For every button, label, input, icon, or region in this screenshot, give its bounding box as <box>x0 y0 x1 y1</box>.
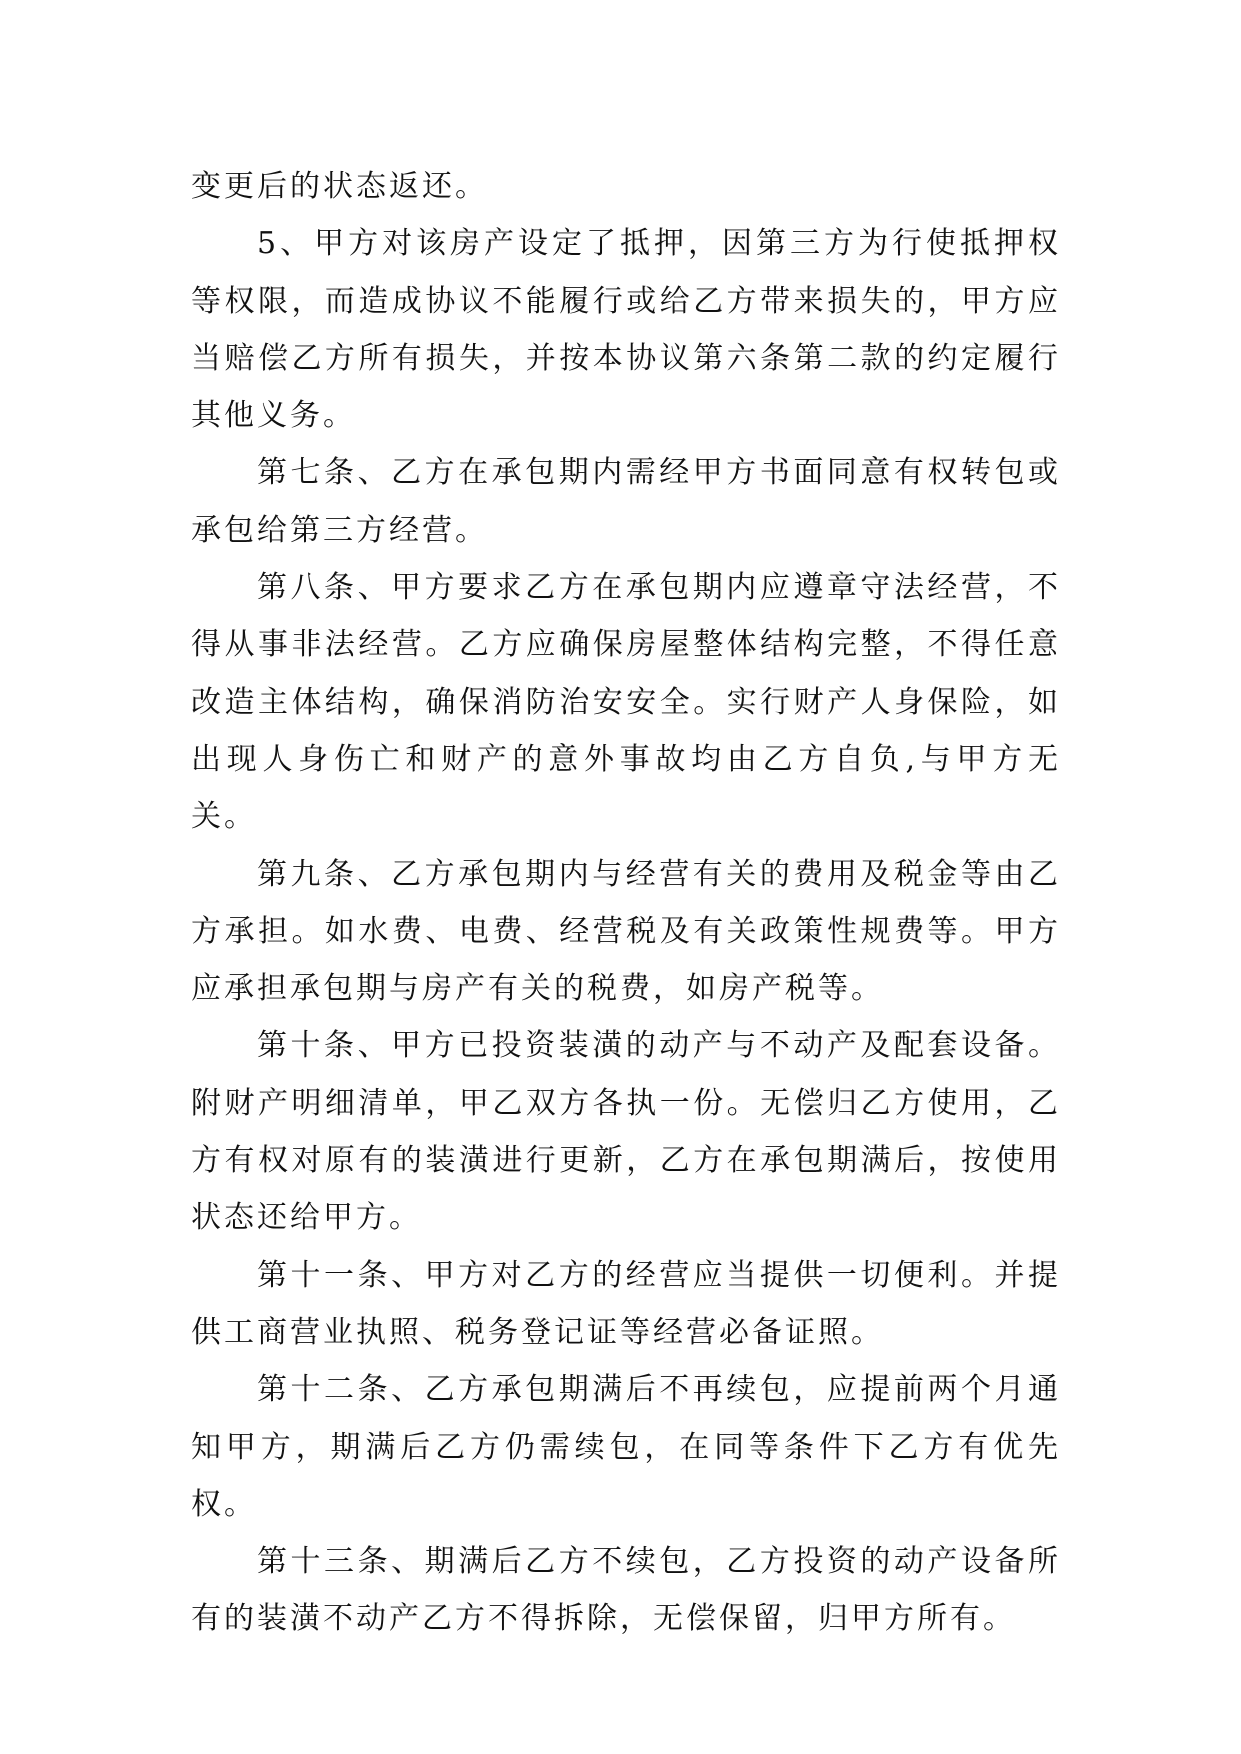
document-body <box>191 158 1061 1648</box>
paragraph-clause-6-5: 5、甲方对该房产设定了抵押，因第三方为行使抵押权等权限，而造成协议不能履行或给乙方带来损失的，甲方应当赔偿乙方所有损失，并按本协议第六条第二款的约定履行其他义务。 <box>191 226 1061 434</box>
paragraph-article-13: 第十三条、期满后乙方不续包，乙方投资的动产设备所有的装潢不动产乙方不得拆除，无偿保留，归甲方所有。 <box>191 1544 1061 1637</box>
paragraph-article-11: 第十一条、甲方对乙方的经营应当提供一切便利。并提供工商营业执照、税务登记证等经营必备证照。 <box>191 1257 1061 1350</box>
paragraph-article-9: 第九条、乙方承包期内与经营有关的费用及税金等由乙方承担。如水费、电费、经营税及有关政策性规费等。甲方应承担承包期与房产有关的税费，如房产税等。 <box>191 856 1061 1007</box>
paragraph-article-8: 第八条、甲方要求乙方在承包期内应遵章守法经营，不得从事非法经营。乙方应确保房屋整体结构完整，不得任意改造主体结构，确保消防治安安全。实行财产人身保险，如出现人身伤亡和财产的意外事故均由乙方自负,与甲方无关。 <box>191 570 1061 835</box>
paragraph-article-12: 第十二条、乙方承包期满后不再续包，应提前两个月通知甲方，期满后乙方仍需续包，在同等条件下乙方有优先权。 <box>191 1372 1061 1522</box>
paragraph-continuation: 变更后的状态返还。 <box>191 169 488 204</box>
paragraph-article-10: 第十条、甲方已投资装潢的动产与不动产及配套设备。附财产明细清单，甲乙双方各执一份。无偿归乙方使用，乙方有权对原有的装潢进行更新，乙方在承包期满后，按使用状态还给甲方。 <box>191 1028 1061 1236</box>
paragraph-article-7: 第七条、乙方在承包期内需经甲方书面同意有权转包或承包给第三方经营。 <box>191 455 1061 548</box>
